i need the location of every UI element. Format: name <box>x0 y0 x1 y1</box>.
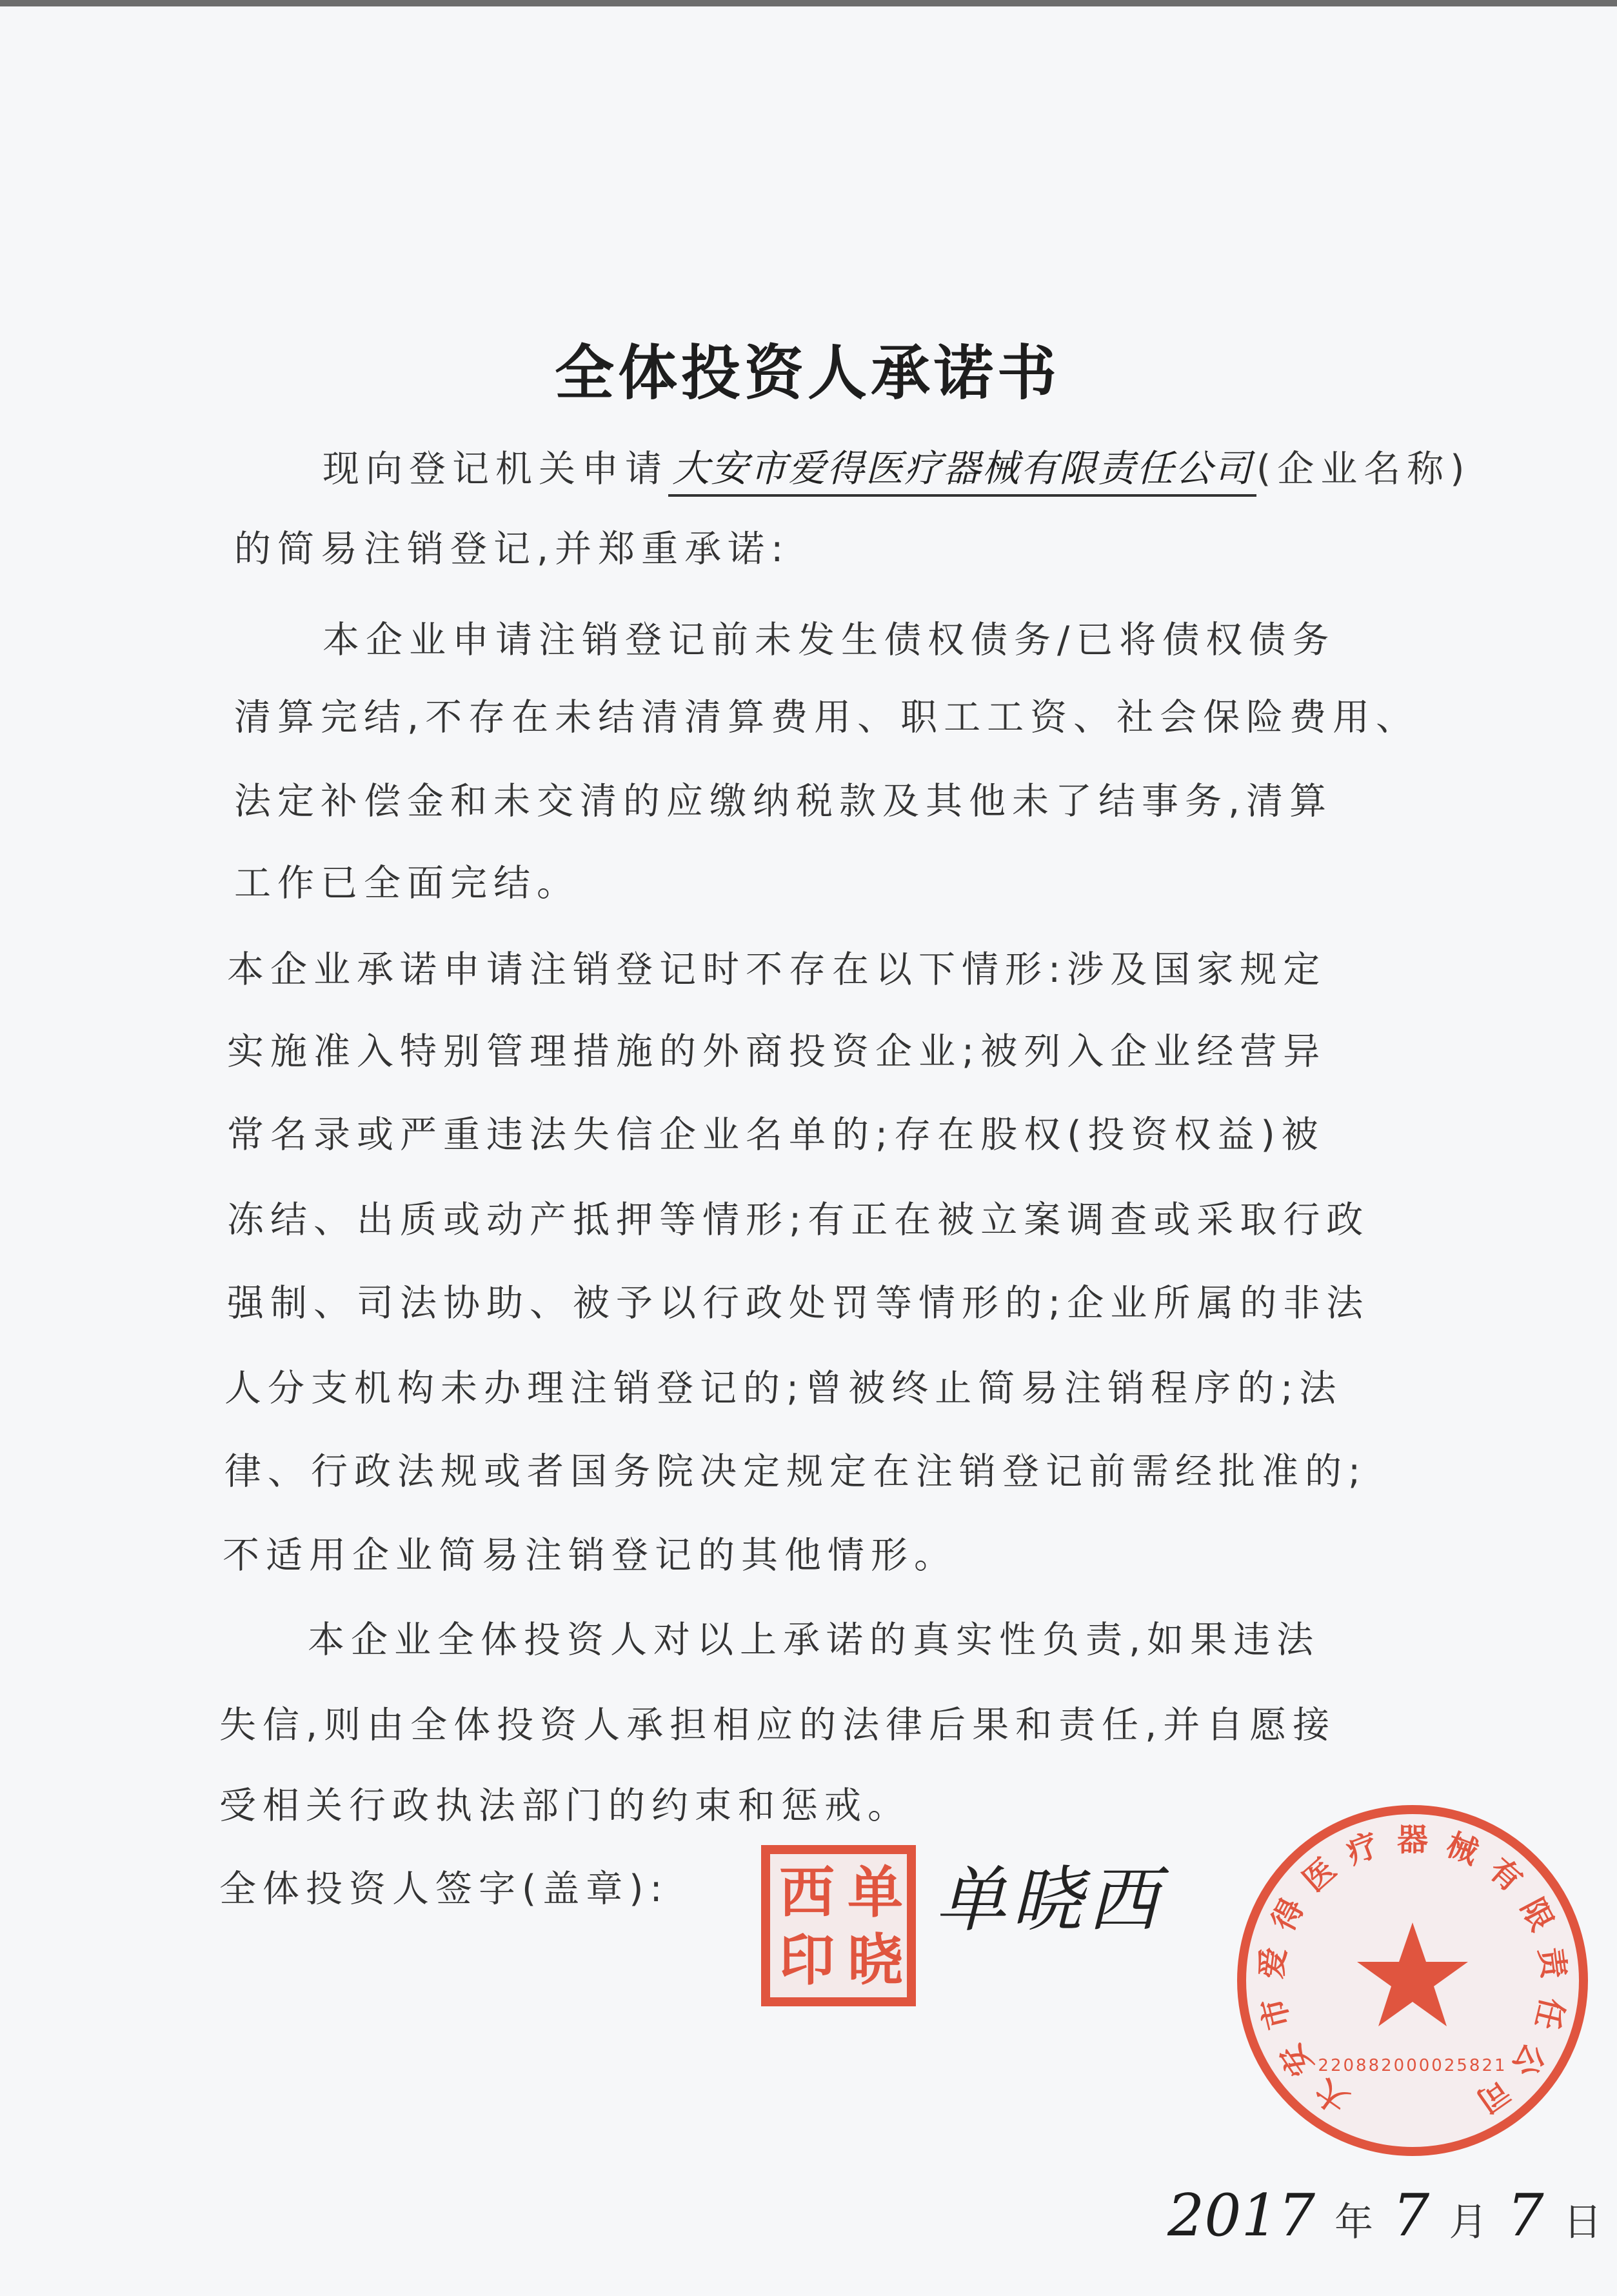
stamp-name-char: 司 <box>1470 2071 1516 2120</box>
date-month-unit: 月 <box>1449 2200 1488 2245</box>
p1-line: 工作已全面完结。 <box>234 862 580 904</box>
company-name-handwritten: 大安市爱得医疗器械有限责任公司 <box>668 443 1256 497</box>
scan-top-edge <box>0 0 1617 6</box>
p2-line: 人分支机构未办理注销登记的;曾被终止简易注销程序的;法 <box>224 1367 1343 1410</box>
intro-line-1 <box>322 443 1471 497</box>
p2-line: 冻结、出质或动产抵押等情形;有正在被立案调查或采取行政 <box>227 1199 1370 1241</box>
date <box>1148 2181 1602 2258</box>
stamp-name-char: 责 <box>1532 1945 1572 1981</box>
stamp-name-char: 疗 <box>1342 1826 1384 1872</box>
date-month: 7 <box>1393 2182 1430 2250</box>
date-day-unit: 日 <box>1563 2200 1602 2245</box>
p1-line: 本企业申请注销登记前未发生债权债务/已将债权债务 <box>322 619 1336 661</box>
stamp-name-char: 大 <box>1309 2071 1355 2120</box>
intro-suffix: (企业名称) <box>1256 448 1471 490</box>
stamp-number: 220882000025821 <box>1318 2056 1507 2075</box>
seal-char: 印 <box>779 1928 835 1993</box>
seal-char: 西 <box>779 1861 835 1925</box>
p2-line: 不适用企业简易注销登记的其他情形。 <box>223 1534 957 1577</box>
personal-seal <box>761 1845 916 2006</box>
p2-line: 律、行政法规或者国务院决定规定在注销登记前需经批准的; <box>224 1450 1367 1493</box>
stamp-name-char: 公 <box>1505 2037 1553 2083</box>
intro-prefix: 现向登记机关申请 <box>322 448 668 490</box>
document-title: 全体投资人承诺书 <box>555 338 1061 408</box>
stamp-name-char: 安 <box>1273 2037 1320 2083</box>
p3-line: 失信,则由全体投资人承担相应的法律后果和责任,并自愿接 <box>219 1704 1336 1746</box>
handwritten-signature: 单晓西 <box>935 1859 1164 1941</box>
date-year-unit: 年 <box>1334 2200 1374 2245</box>
p1-line: 清算完结,不存在未结清清算费用、职工工资、社会保险费用、 <box>234 696 1420 739</box>
stamp-name-char: 得 <box>1265 1892 1312 1937</box>
date-day: 7 <box>1507 2182 1544 2250</box>
date-year: 2017 <box>1167 2182 1316 2250</box>
stamp-name-char: 爱 <box>1253 1945 1293 1981</box>
p2-line: 本企业承诺申请注销登记时不存在以下情形:涉及国家规定 <box>227 948 1327 991</box>
intro-line-2: 的简易注销登记,并郑重承诺: <box>234 528 790 570</box>
stamp-name-char: 械 <box>1441 1826 1483 1872</box>
p2-line: 常名录或严重违法失信企业名单的;存在股权(投资权益)被 <box>227 1113 1325 1156</box>
stamp-name-char: 器 <box>1396 1822 1429 1858</box>
p2-line: 实施准入特别管理措施的外商投资企业;被列入企业经营异 <box>227 1030 1327 1073</box>
stamp-name-char: 限 <box>1513 1892 1560 1937</box>
company-stamp <box>1232 1800 1593 2161</box>
p1-line: 法定补偿金和未交清的应缴纳税款及其他未了结事务,清算 <box>234 780 1333 823</box>
p3-line: 受相关行政执法部门的约束和惩戒。 <box>219 1784 911 1827</box>
stamp-name-char: 市 <box>1255 1994 1297 2033</box>
p2-line: 强制、司法协助、被予以行政处罚等情形的;企业所属的非法 <box>227 1282 1370 1324</box>
stamp-name-char: 有 <box>1482 1851 1529 1899</box>
stamp-name-char: 任 <box>1528 1994 1571 2033</box>
stamp-name-char: 医 <box>1296 1851 1344 1899</box>
p3-line: 本企业全体投资人对以上承诺的真实性负责,如果违法 <box>308 1619 1320 1661</box>
seal-char: 晓 <box>848 1928 903 1993</box>
signature-label: 全体投资人签字(盖章): <box>219 1868 669 1910</box>
seal-char: 单 <box>848 1861 903 1925</box>
